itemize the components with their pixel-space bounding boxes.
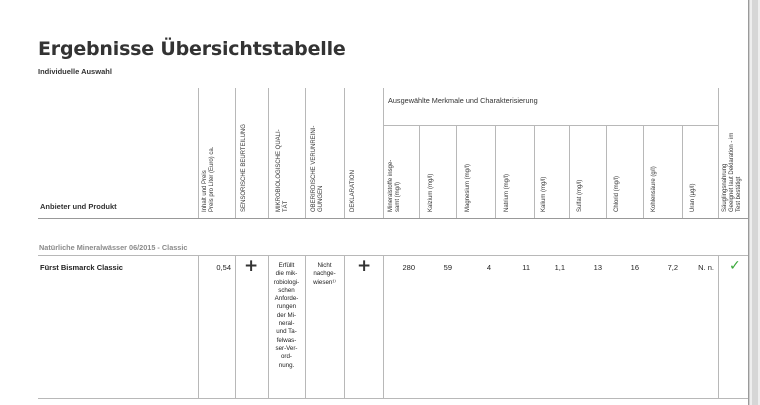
microbiology-cell: Erfüllt die mik- robiologi- schen Anforde- rungen der Mi- neral- und Ta- felwas- ser-Ver- ord- nung. [273,262,300,369]
category-label: Natürliche Mineralwässer 06/2015 - Classic [39,243,188,252]
header-infant-food: Säuglingsnahrung Geeignet laut Deklaration - im Test bestätigt [722,132,742,212]
divider [643,125,644,218]
header-uranium: Uran (µg/l) [690,183,696,212]
chloride-cell: 16 [630,263,639,272]
page-title: Ergebnisse Übersichtstabelle [38,38,346,60]
divider [718,88,719,218]
header-calcium: Kalzium (mg/l) [428,173,434,212]
divider [606,125,607,218]
magnesium-cell: 4 [486,263,491,272]
header-provider-product: Anbieter und Produkt [40,202,117,211]
header-sodium: Natrium (mg/l) [504,173,510,212]
divider [383,88,384,218]
divider [344,88,345,218]
divider [383,125,718,126]
sodium-cell: 11 [522,263,530,272]
header-co2: Kohlensäure (g/l) [651,166,657,212]
divider [268,88,269,218]
product-name: Fürst Bismarck Classic [40,263,123,272]
header-chloride: Chlorid (mg/l) [614,175,620,212]
header-magnesium: Magnesium (mg/l) [465,163,471,212]
checkmark-icon: ✓ [729,258,741,274]
divider [235,256,236,398]
header-sulfate: Sulfat (mg/l) [577,179,583,212]
divider [718,256,719,398]
price-cell: 0,54 [216,263,231,272]
divider [198,88,199,218]
divider [383,256,384,398]
sulfate-cell: 13 [593,263,602,272]
subtitle: Individuelle Auswahl [38,67,112,76]
header-minerals: Mineralstoffe insge- samt (mg/l) [388,159,401,212]
co2-cell: 7,2 [667,263,678,272]
divider [534,125,535,218]
divider [569,125,570,218]
divider [682,125,683,218]
section-header: Ausgewählte Merkmale und Charakterisierung [388,96,538,105]
header-microbiology: MIKROBIOLOGISCHE QUALI- TÄT [276,129,289,212]
header-bottom-rule [38,218,748,219]
header-potassium: Kalium (mg/l) [541,176,547,212]
scrollbar-thumb[interactable] [752,0,758,405]
minerals-cell: 280 [402,263,415,272]
divider [456,125,457,218]
vertical-scrollbar[interactable] [749,0,760,405]
row-bottom-rule [38,398,748,399]
potassium-cell: 1,1 [554,263,565,272]
declaration-plus: + [357,256,372,276]
sensory-plus: + [244,256,259,276]
header-sensory: SENSORISCHE BEURTEILUNG [241,124,247,212]
uranium-cell: N. n. [698,263,714,272]
header-price: Inhalt und Preis Preis pro Liter (Euro) ca. [202,146,215,212]
category-rule [38,255,748,256]
header-declaration: DEKLARATION [350,170,356,212]
divider [235,88,236,218]
divider [198,256,199,398]
header-pollution: OBERIRDISCHE VERUNREINI- GUNGEN [311,125,324,212]
divider [495,125,496,218]
divider [344,256,345,398]
divider [305,88,306,218]
pollution-cell: Nicht nachge- wiesen¹⁾ [313,262,336,286]
calcium-cell: 59 [443,263,452,272]
divider [419,125,420,218]
